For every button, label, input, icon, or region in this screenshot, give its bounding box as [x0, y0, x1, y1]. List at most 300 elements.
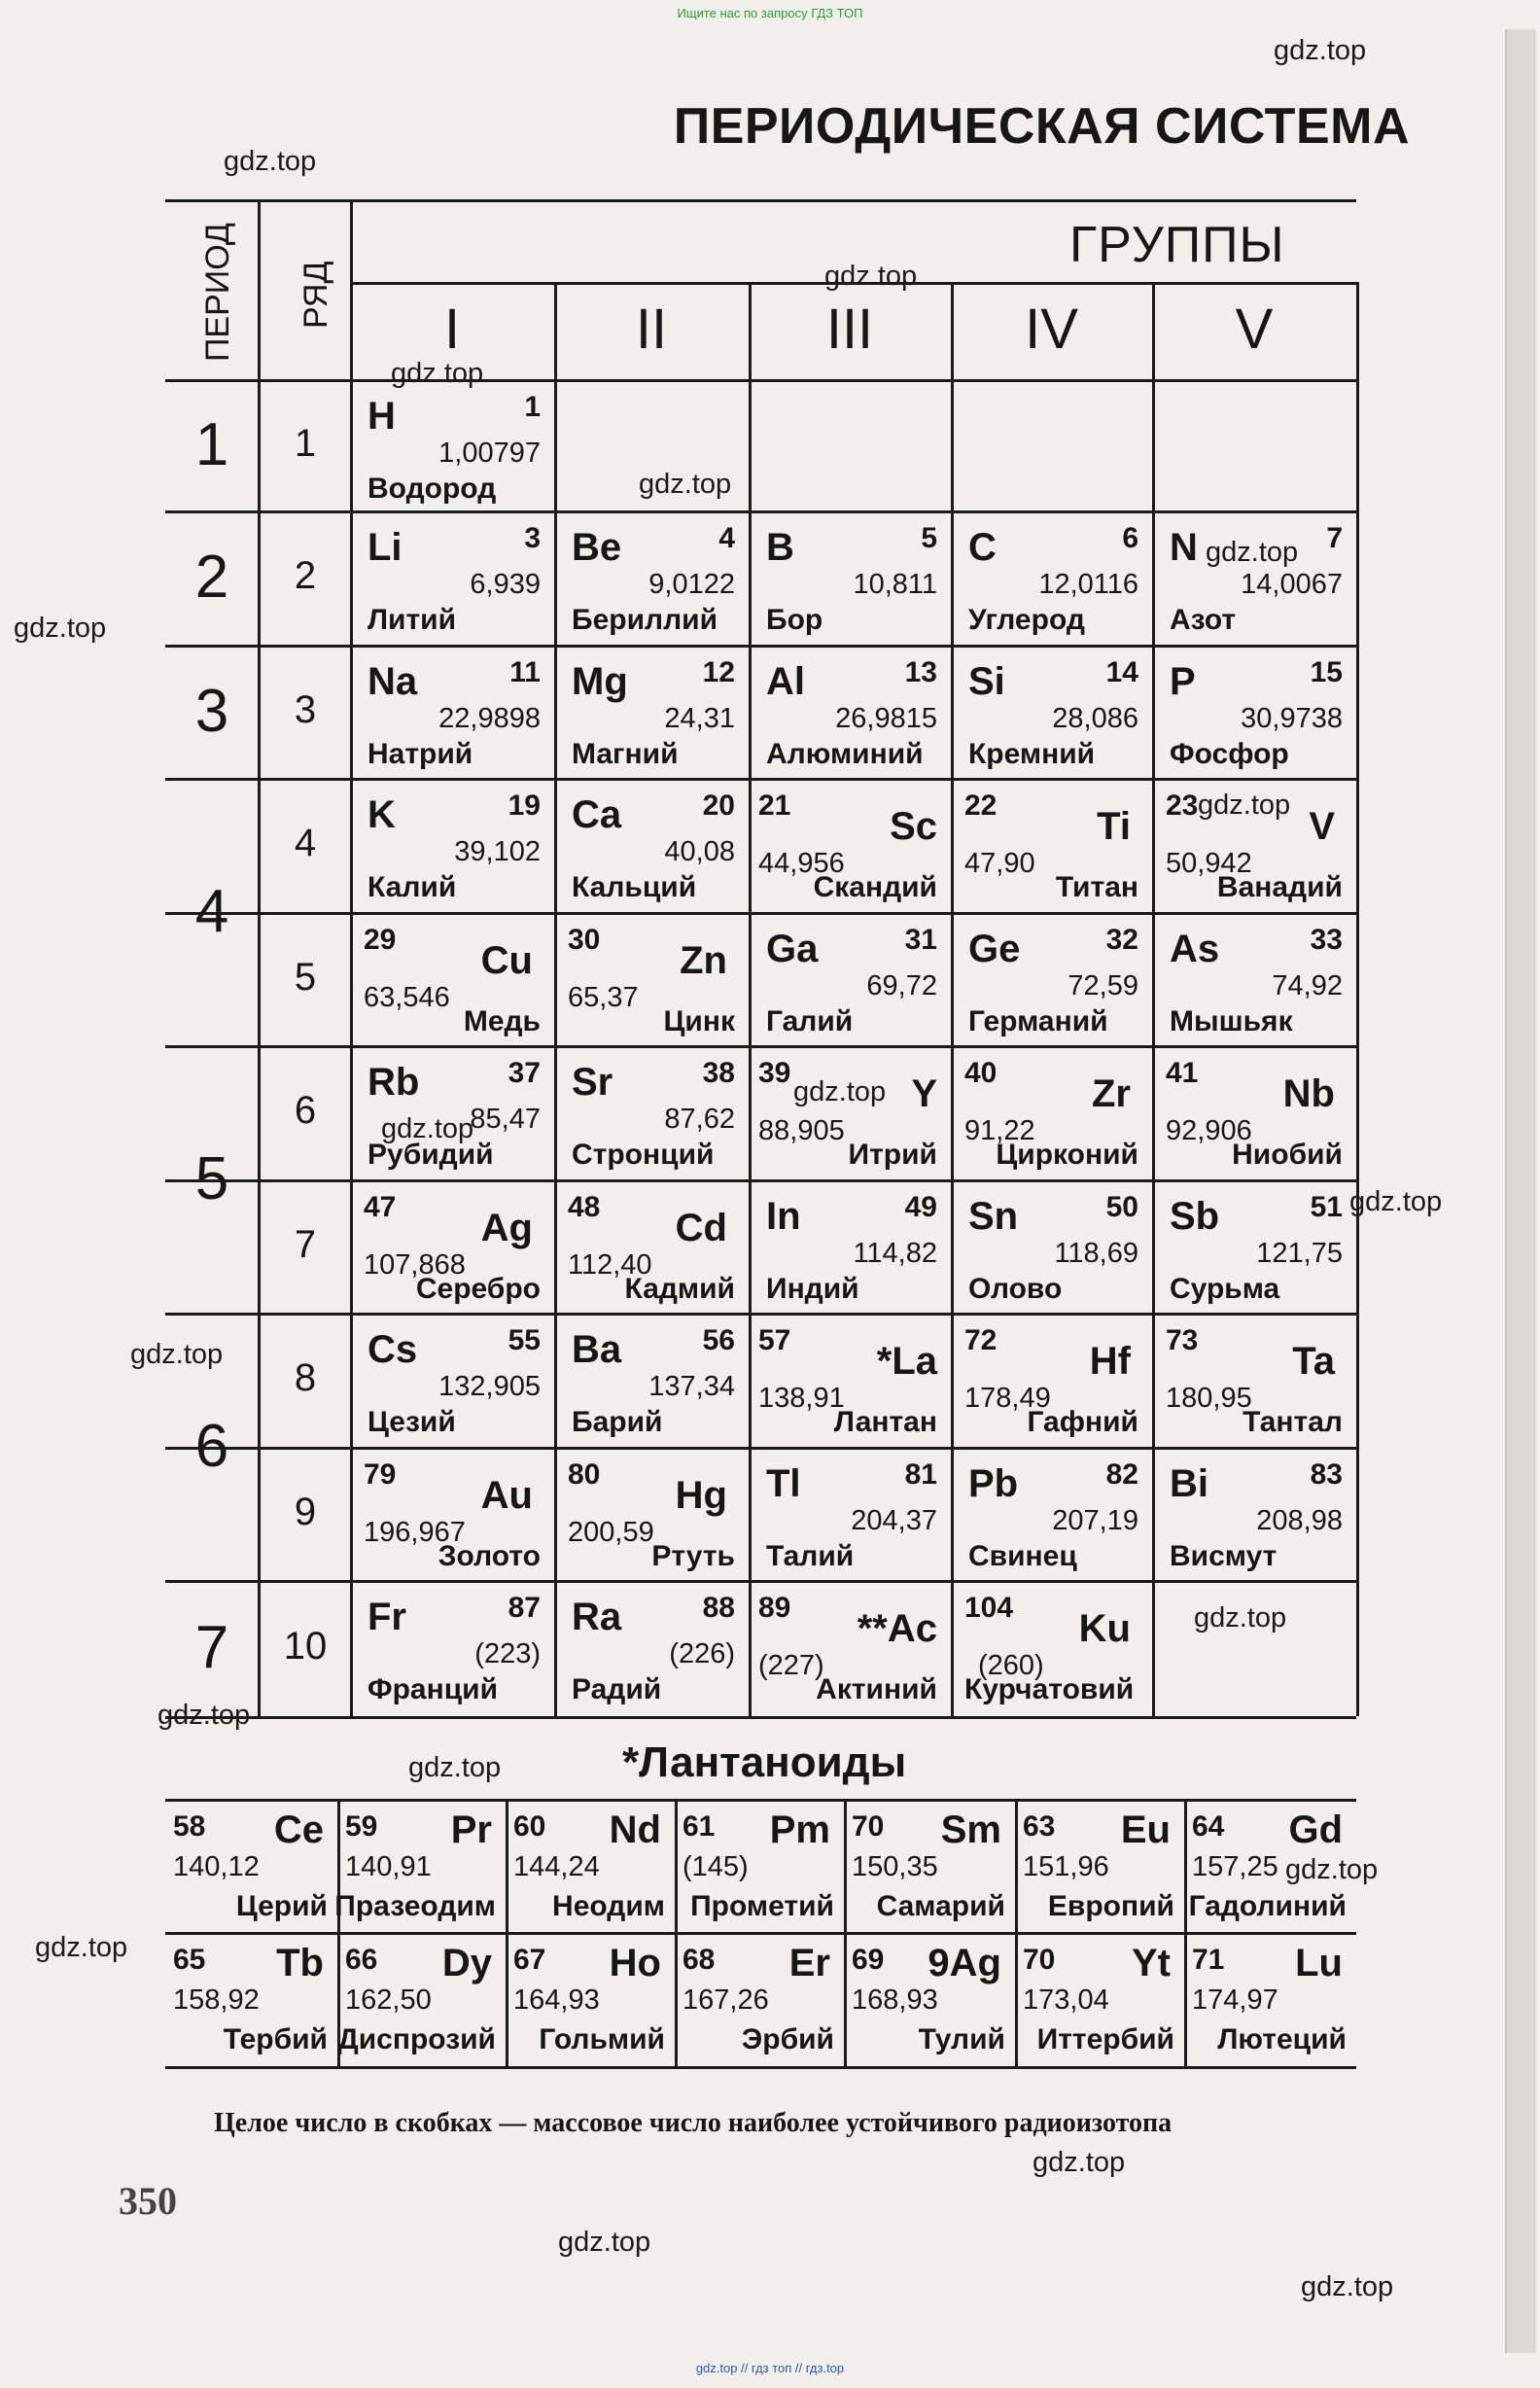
- element-cell: [1160, 1053, 1348, 1172]
- element-symbol: Nb: [1282, 1072, 1335, 1115]
- element-cell: [1160, 652, 1348, 771]
- element-symbol: C: [968, 526, 997, 569]
- grid-hline: [165, 1179, 1356, 1182]
- element-name: Стронций: [572, 1139, 715, 1171]
- element-name: Прометий: [690, 1890, 834, 1922]
- lan-vline: [1015, 1799, 1018, 2066]
- element-name: Лютеций: [1217, 2023, 1347, 2055]
- element-name: Бор: [766, 604, 823, 636]
- element-cell: [959, 1053, 1144, 1172]
- lanthanoid-cell: [171, 1938, 332, 2058]
- lan-hline: [165, 1932, 1356, 1935]
- atomic-mass: 144,24: [513, 1851, 600, 1882]
- element-cell: [562, 652, 741, 771]
- watermark: gdz.top: [14, 613, 107, 644]
- element-symbol: Li: [368, 526, 402, 569]
- atomic-number: 73: [1166, 1324, 1199, 1356]
- atomic-mass: 157,25: [1192, 1851, 1278, 1882]
- element-name: Мышьяк: [1170, 1005, 1293, 1037]
- element-name: Калий: [368, 871, 457, 903]
- atomic-number: 47: [364, 1191, 397, 1223]
- element-cell: [358, 1320, 546, 1439]
- atomic-number: 79: [364, 1458, 397, 1491]
- watermark: gdz.top: [158, 1700, 251, 1731]
- atomic-mass: (260): [978, 1650, 1044, 1681]
- row-header-label: РЯД: [298, 261, 334, 329]
- atomic-mass: 200,59: [568, 1517, 654, 1548]
- watermark: gdz.top: [381, 1113, 474, 1144]
- atomic-number: 80: [568, 1458, 601, 1491]
- atomic-number: 48: [568, 1191, 601, 1223]
- element-symbol: Bi: [1170, 1462, 1208, 1505]
- atomic-number: 60: [513, 1810, 546, 1843]
- atomic-number: 32: [1105, 924, 1138, 956]
- period-number-2: 2: [194, 544, 229, 611]
- atomic-number: 64: [1192, 1810, 1225, 1843]
- atomic-mass: 24,31: [664, 703, 735, 734]
- row-number-8: 8: [294, 1356, 317, 1399]
- element-name: Ниобий: [1232, 1139, 1343, 1171]
- element-name: Цезий: [368, 1406, 456, 1438]
- element-name: Натрий: [368, 738, 473, 770]
- grid-hline: [165, 645, 1356, 648]
- footnote: Целое число в скобках — массовое число наиболее устойчивого радиоизотопа: [214, 2108, 1172, 2138]
- element-name: Галий: [766, 1005, 854, 1037]
- grid-hline: [165, 1580, 1356, 1583]
- element-name: Олово: [968, 1273, 1063, 1305]
- top-promo-note: Ищите нас по запросу ГДЗ ТОП: [677, 6, 863, 20]
- element-cell: [959, 1320, 1144, 1439]
- atomic-mass: 162,50: [345, 1984, 432, 2016]
- element-cell: [959, 1455, 1144, 1573]
- element-symbol: Ku: [1078, 1607, 1131, 1650]
- element-cell: [756, 1455, 943, 1573]
- grid-hline: [165, 1716, 1356, 1719]
- lanthanoid-cell: [850, 1938, 1009, 2058]
- group-number-5: V: [1235, 298, 1274, 361]
- atomic-number: 19: [508, 790, 541, 822]
- element-symbol: Au: [480, 1474, 533, 1517]
- grid-hline-top: [165, 199, 1356, 202]
- atomic-number: 1: [524, 391, 541, 423]
- element-cell: [358, 920, 546, 1038]
- element-symbol: Ga: [766, 928, 819, 970]
- atomic-number: 51: [1310, 1191, 1343, 1223]
- atomic-mass: 204,37: [851, 1505, 937, 1536]
- grid-hline: [165, 1447, 1356, 1450]
- element-cell: [358, 786, 546, 904]
- groups-heading: ГРУППЫ: [1069, 217, 1285, 273]
- atomic-number: 63: [1023, 1810, 1056, 1843]
- element-name: Талий: [766, 1540, 855, 1572]
- lan-vline: [675, 1799, 678, 2066]
- watermark: gdz.top: [408, 1752, 502, 1783]
- element-symbol: Fr: [368, 1596, 406, 1638]
- element-symbol: Mg: [572, 660, 628, 703]
- lan-vline: [844, 1799, 847, 2066]
- lanthanoid-cell: [681, 1938, 838, 2058]
- grid-hline: [165, 379, 1356, 382]
- atomic-number: 39: [758, 1057, 791, 1089]
- element-symbol: Eu: [1120, 1809, 1171, 1851]
- grid-vline: [749, 282, 752, 1716]
- element-cell: [1160, 1455, 1348, 1573]
- element-name: Лантан: [833, 1406, 937, 1438]
- atomic-mass: (145): [682, 1851, 749, 1882]
- atomic-mass: 112,40: [568, 1249, 652, 1281]
- element-cell: [959, 786, 1144, 904]
- atomic-number: 11: [509, 656, 541, 688]
- element-cell: [756, 786, 943, 904]
- grid-vline: [1152, 282, 1155, 1716]
- element-cell: [562, 1588, 741, 1706]
- period-number-6: 6: [194, 1412, 229, 1480]
- row-number-4: 4: [294, 822, 317, 864]
- element-symbol: Lu: [1295, 1942, 1343, 1984]
- atomic-number: 50: [1105, 1191, 1138, 1223]
- element-name: Барий: [572, 1406, 663, 1438]
- element-symbol: 9Ag: [928, 1942, 1001, 1984]
- element-cell: [562, 786, 741, 904]
- atomic-mass: 137,34: [648, 1371, 735, 1402]
- element-cell: [562, 518, 741, 637]
- atomic-mass: 88,905: [758, 1115, 845, 1146]
- element-cell: [756, 920, 943, 1038]
- atomic-number: 31: [904, 924, 937, 956]
- element-symbol: Ca: [572, 793, 622, 836]
- element-symbol: Ra: [572, 1596, 622, 1638]
- atomic-number: 57: [758, 1324, 791, 1356]
- lanthanoid-cell: [334, 1805, 500, 1925]
- atomic-mass: 12,0116: [1038, 569, 1138, 600]
- atomic-mass: 151,96: [1023, 1851, 1109, 1882]
- atomic-mass: 50,942: [1166, 848, 1252, 879]
- watermark: gdz.top: [130, 1339, 224, 1370]
- atomic-mass: 14,0067: [1241, 569, 1343, 600]
- lanthanoid-cell: [337, 1938, 500, 2058]
- element-name: Гафний: [1027, 1406, 1138, 1438]
- atomic-mass: 6,939: [470, 569, 541, 600]
- watermark: gdz.top: [1194, 1602, 1287, 1633]
- element-name: Тулий: [918, 2023, 1005, 2055]
- atomic-number: 104: [964, 1592, 1014, 1624]
- element-cell: [959, 518, 1144, 637]
- element-symbol: Sr: [572, 1061, 613, 1104]
- atomic-mass: 28,086: [1052, 703, 1138, 734]
- atomic-number: 83: [1310, 1458, 1343, 1491]
- atomic-number: 37: [508, 1057, 541, 1089]
- atomic-mass: (226): [669, 1638, 735, 1669]
- element-name: Титан: [1055, 871, 1138, 903]
- atomic-number: 66: [345, 1944, 378, 1976]
- atomic-number: 6: [1122, 522, 1138, 554]
- element-name: Фосфор: [1170, 738, 1289, 770]
- element-name: Ванадий: [1216, 871, 1343, 903]
- atomic-mass: 173,04: [1023, 1984, 1109, 2016]
- atomic-number: 12: [702, 656, 735, 688]
- grid-hline: [165, 912, 1356, 915]
- element-name: Бериллий: [572, 604, 718, 636]
- element-symbol: B: [766, 526, 794, 569]
- page-title: ПЕРИОДИЧЕСКАЯ СИСТЕМА: [673, 98, 1410, 155]
- element-name: Гольмий: [539, 2023, 665, 2055]
- lanthanoid-cell: [681, 1805, 838, 1925]
- atomic-mass: 47,90: [964, 848, 1035, 879]
- atomic-mass: 121,75: [1256, 1238, 1343, 1269]
- atomic-number: 69: [852, 1944, 885, 1976]
- element-cell: [562, 1187, 741, 1306]
- atomic-mass: 22,9898: [438, 703, 541, 734]
- element-symbol: P: [1170, 660, 1196, 703]
- grid-vline: [1356, 282, 1359, 1716]
- atomic-mass: 114,82: [853, 1238, 937, 1269]
- element-symbol: Si: [968, 660, 1005, 703]
- element-symbol: Tb: [276, 1942, 324, 1984]
- element-cell: [756, 1053, 943, 1172]
- element-cell: [756, 518, 943, 637]
- row-number-3: 3: [294, 687, 317, 731]
- grid-hline: [165, 1313, 1356, 1316]
- atomic-mass: 207,19: [1052, 1505, 1138, 1536]
- element-name: Актиний: [816, 1673, 937, 1705]
- element-cell: [959, 1588, 1144, 1706]
- atomic-mass: 10,811: [853, 569, 937, 600]
- element-cell: [358, 387, 546, 506]
- element-symbol: Er: [788, 1942, 830, 1984]
- atomic-mass: 69,72: [866, 970, 937, 1001]
- element-symbol: Pr: [450, 1809, 492, 1851]
- element-name: Радий: [572, 1673, 662, 1705]
- atomic-mass: 107,868: [364, 1249, 466, 1281]
- atomic-number: 58: [173, 1810, 206, 1843]
- element-cell: [756, 1320, 943, 1439]
- period-number-1: 1: [194, 410, 229, 478]
- lanthanoid-cell: [171, 1805, 332, 1925]
- element-symbol: Ag: [480, 1207, 533, 1249]
- atomic-mass: 9,0122: [648, 569, 735, 600]
- watermark: gdz.top: [639, 469, 732, 500]
- element-name: Иттербий: [1036, 2023, 1174, 2055]
- atomic-mass: 40,08: [664, 836, 735, 867]
- row-number-9: 9: [294, 1490, 317, 1533]
- atomic-mass: 158,92: [173, 1984, 260, 2016]
- element-symbol: Rb: [368, 1061, 420, 1104]
- element-symbol: Y: [911, 1072, 937, 1115]
- element-cell: [959, 652, 1144, 771]
- element-cell: [756, 1588, 943, 1706]
- element-symbol: Sn: [968, 1195, 1019, 1238]
- lanthanoid-cell: [511, 1938, 669, 2058]
- atomic-number: 30: [568, 924, 601, 956]
- atomic-number: 29: [364, 924, 397, 956]
- atomic-mass: 164,93: [513, 1984, 600, 2016]
- element-symbol: Gd: [1288, 1809, 1343, 1851]
- element-name: Кальций: [572, 871, 697, 903]
- lan-vline: [506, 1799, 508, 2066]
- element-name: Эрбий: [741, 2023, 834, 2055]
- element-symbol: Ce: [273, 1809, 324, 1851]
- element-symbol: Sc: [890, 805, 937, 848]
- atomic-mass: (223): [474, 1638, 541, 1669]
- atomic-number: 56: [702, 1324, 735, 1356]
- element-symbol: H: [368, 395, 396, 438]
- grid-hline: [165, 510, 1356, 513]
- watermark: gdz.top: [1301, 2271, 1394, 2302]
- watermark: gdz.top: [35, 1932, 128, 1963]
- element-name: Самарий: [876, 1890, 1005, 1922]
- element-name: Празеодим: [334, 1890, 496, 1922]
- element-name: Тантал: [1242, 1406, 1343, 1438]
- atomic-mass: 92,906: [1166, 1115, 1252, 1146]
- element-symbol: Ho: [609, 1942, 661, 1984]
- watermark: gdz.top: [1274, 35, 1367, 66]
- atomic-number: 81: [904, 1458, 937, 1491]
- watermark: gdz.top: [558, 2227, 651, 2258]
- element-name: Рубидий: [368, 1139, 494, 1171]
- watermark: gdz.top: [391, 358, 484, 389]
- atomic-mass: 91,22: [964, 1115, 1035, 1146]
- atomic-mass: 132,905: [438, 1371, 541, 1402]
- element-cell: [358, 1455, 546, 1573]
- atomic-mass: (227): [758, 1650, 824, 1681]
- lanthanoid-cell: [850, 1805, 1009, 1925]
- atomic-number: 68: [682, 1944, 716, 1976]
- element-symbol: K: [368, 793, 396, 836]
- atomic-number: 59: [345, 1810, 378, 1843]
- grid-vline: [554, 282, 557, 1716]
- element-name: Водород: [368, 473, 497, 505]
- element-symbol: *La: [876, 1340, 937, 1383]
- atomic-number: 13: [904, 656, 937, 688]
- period-number-5: 5: [194, 1144, 229, 1212]
- element-name: Курчатовий: [964, 1673, 1135, 1705]
- atomic-mass: 138,91: [758, 1383, 845, 1414]
- element-name: Кадмий: [624, 1273, 735, 1305]
- row-number-2: 2: [294, 554, 317, 597]
- element-symbol: Cd: [675, 1207, 727, 1249]
- element-name: Золото: [438, 1540, 541, 1572]
- watermark: gdz.top: [793, 1076, 887, 1107]
- atomic-number: 5: [921, 522, 937, 554]
- atomic-number: 40: [964, 1057, 998, 1089]
- atomic-number: 4: [718, 522, 735, 554]
- watermark: gdz.top: [1198, 790, 1291, 821]
- atomic-mass: 87,62: [664, 1104, 735, 1135]
- atomic-number: 22: [964, 790, 998, 822]
- watermark: gdz.top: [1206, 537, 1299, 568]
- atomic-number: 67: [513, 1944, 546, 1976]
- atomic-mass: 196,967: [364, 1517, 466, 1548]
- atomic-number: 33: [1310, 924, 1343, 956]
- atomic-mass: 180,95: [1166, 1383, 1252, 1414]
- atomic-mass: 1,00797: [438, 438, 541, 469]
- watermark: gdz.top: [1285, 1854, 1379, 1885]
- element-symbol: As: [1170, 928, 1220, 970]
- element-symbol: Ge: [968, 928, 1021, 970]
- element-symbol: Sm: [940, 1809, 1001, 1851]
- element-name: Франций: [368, 1673, 499, 1705]
- element-name: Серебро: [415, 1273, 541, 1305]
- atomic-number: 71: [1192, 1944, 1225, 1976]
- element-cell: [756, 1187, 943, 1306]
- element-name: Азот: [1170, 604, 1237, 636]
- element-cell: [959, 1187, 1144, 1306]
- atomic-number: 82: [1105, 1458, 1138, 1491]
- element-symbol: Na: [368, 660, 418, 703]
- atomic-number: 38: [702, 1057, 735, 1089]
- atomic-number: 70: [852, 1810, 885, 1843]
- element-name: Тербий: [223, 2023, 328, 2055]
- atomic-number: 65: [173, 1944, 206, 1976]
- atomic-number: 3: [524, 522, 541, 554]
- element-name: Сурьма: [1170, 1273, 1280, 1305]
- atomic-number: 70: [1023, 1944, 1056, 1976]
- element-name: Висмут: [1170, 1540, 1278, 1572]
- element-symbol: Tl: [766, 1462, 801, 1505]
- atomic-number: 89: [758, 1592, 791, 1624]
- element-symbol: In: [766, 1195, 801, 1238]
- element-cell: [358, 652, 546, 771]
- element-name: Итрий: [848, 1139, 937, 1171]
- element-cell: [1160, 920, 1348, 1038]
- grid-vline: [951, 282, 954, 1716]
- atomic-mass: 30,9738: [1241, 703, 1343, 734]
- element-symbol: Zn: [680, 939, 727, 982]
- watermark: gdz.top: [1349, 1186, 1443, 1217]
- watermark: gdz.top: [1032, 2147, 1126, 2178]
- period-header-label: ПЕРИОД: [199, 223, 236, 362]
- element-name: Ртуть: [651, 1540, 735, 1572]
- element-symbol: Ti: [1097, 805, 1131, 848]
- element-symbol: Pb: [968, 1462, 1019, 1505]
- element-symbol: Hg: [675, 1474, 727, 1517]
- atomic-number: 88: [702, 1592, 735, 1624]
- lanthanoids-title: *Лантаноиды: [622, 1738, 907, 1786]
- atomic-number: 14: [1105, 656, 1138, 688]
- atomic-mass: 85,47: [470, 1104, 541, 1135]
- row-number-7: 7: [294, 1222, 317, 1266]
- atomic-mass: 140,91: [345, 1851, 432, 1882]
- atomic-mass: 118,69: [1054, 1238, 1138, 1269]
- page-edge-shadow: [1505, 29, 1536, 2353]
- element-cell: [562, 920, 741, 1038]
- period-number-4: 4: [194, 877, 229, 945]
- element-name: Свинец: [968, 1540, 1077, 1572]
- element-name: Цинк: [663, 1005, 735, 1037]
- element-name: Скандий: [813, 871, 937, 903]
- element-name: Цирконий: [996, 1139, 1138, 1171]
- lanthanoid-cell: [1021, 1938, 1178, 2058]
- atomic-number: 72: [964, 1324, 998, 1356]
- lan-hline: [165, 1799, 1356, 1802]
- atomic-mass: 74,92: [1272, 970, 1343, 1001]
- watermark: gdz.top: [224, 146, 317, 177]
- element-symbol: Cs: [368, 1328, 418, 1371]
- lanthanoid-cell: [511, 1805, 669, 1925]
- element-symbol: Dy: [441, 1942, 492, 1984]
- element-symbol: **Ac: [857, 1607, 937, 1650]
- element-cell: [959, 920, 1144, 1038]
- atomic-mass: 72,59: [1068, 970, 1138, 1001]
- atomic-mass: 150,35: [852, 1851, 938, 1882]
- atomic-number: 21: [758, 790, 791, 822]
- element-symbol: Ba: [572, 1328, 622, 1371]
- element-name: Медь: [463, 1005, 541, 1037]
- element-name: Церий: [235, 1890, 328, 1922]
- element-symbol: Al: [766, 660, 805, 703]
- grid-hline: [165, 1045, 1356, 1048]
- element-symbol: Hf: [1089, 1340, 1131, 1383]
